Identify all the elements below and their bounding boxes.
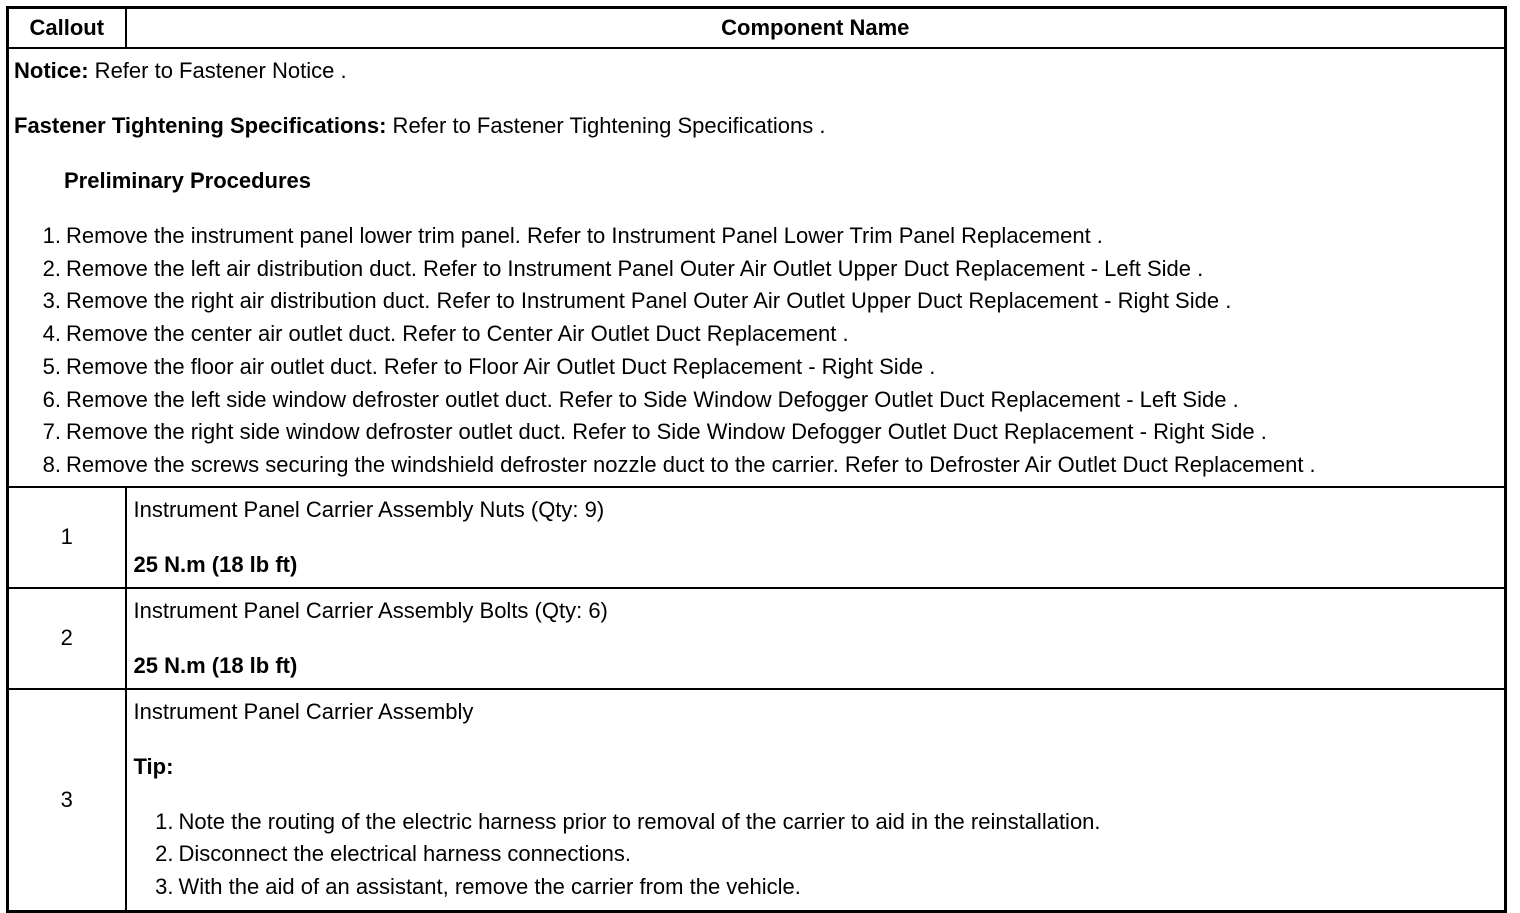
header-row bbox=[8, 8, 1506, 49]
callout-header: Callout bbox=[8, 8, 126, 49]
tip-list bbox=[134, 806, 1499, 904]
step-number: 4. bbox=[42, 321, 61, 347]
step-text: Remove the right air distribution duct. Refer to Instrument Panel Outer Air Outlet Upper Duct Replacement - Right Side . bbox=[66, 288, 1232, 314]
tip-number: 3. bbox=[155, 874, 174, 900]
step-item bbox=[14, 285, 1498, 318]
tip-number: 2. bbox=[155, 841, 174, 867]
step-number: 6. bbox=[42, 386, 61, 412]
step-item bbox=[14, 384, 1498, 417]
intro-row bbox=[8, 48, 1506, 487]
component-name: Instrument Panel Carrier Assembly bbox=[133, 698, 474, 724]
step-number: 5. bbox=[42, 353, 61, 379]
component-name-header: Component Name bbox=[126, 8, 1506, 49]
table-row bbox=[8, 588, 1506, 689]
step-text: Remove the right side window defroster outlet duct. Refer to Side Window Defogger Outlet Duct Replacement - Right Side . bbox=[66, 419, 1267, 445]
fastener-spec bbox=[14, 110, 1498, 142]
step-number: 1. bbox=[42, 223, 61, 248]
step-item bbox=[14, 351, 1498, 384]
component-name: Instrument Panel Carrier Assembly Nuts (Qty: 9) bbox=[133, 496, 605, 522]
callout-cell: 3 bbox=[8, 689, 126, 912]
notice bbox=[14, 55, 1498, 87]
fastener-spec-label: Fastener Tightening Specifications: bbox=[14, 113, 387, 138]
step-item bbox=[14, 318, 1498, 351]
preliminary-procedures-title: Preliminary Procedures bbox=[64, 168, 312, 193]
table-row bbox=[8, 689, 1506, 912]
step-text: Remove the center air outlet duct. Refer to Center Air Outlet Duct Replacement . bbox=[66, 321, 849, 347]
component-cell bbox=[126, 689, 1506, 912]
intro-cell bbox=[8, 48, 1506, 487]
component-cell bbox=[126, 588, 1506, 689]
callout-cell: 1 bbox=[8, 487, 126, 588]
tip-text: Note the routing of the electric harness prior to removal of the carrier to aid in the reinstallation. bbox=[178, 808, 1101, 834]
torque-spec: 25 N.m (18 lb ft) bbox=[133, 551, 298, 577]
tip-text: With the aid of an assistant, remove the carrier from the vehicle. bbox=[178, 874, 801, 900]
step-number: 2. bbox=[42, 255, 61, 281]
fastener-spec-text: Refer to Fastener Tightening Specifications . bbox=[386, 113, 826, 138]
step-text: Remove the left air distribution duct. Refer to Instrument Panel Outer Air Outlet Upper Duct Replacement - Left Side . bbox=[66, 255, 1204, 281]
step-text: Remove the floor air outlet duct. Refer to Floor Air Outlet Duct Replacement - Right Side . bbox=[66, 353, 936, 379]
step-number: 3. bbox=[42, 288, 61, 314]
callout-cell: 2 bbox=[8, 588, 126, 689]
component-name: Instrument Panel Carrier Assembly Bolts (Qty: 6) bbox=[133, 597, 608, 623]
step-item bbox=[14, 253, 1498, 286]
table-row bbox=[8, 487, 1506, 588]
step-number: 8. bbox=[42, 451, 61, 477]
tip-text: Disconnect the electrical harness connections. bbox=[178, 841, 631, 867]
step-item bbox=[14, 416, 1498, 449]
tip-item bbox=[134, 806, 1499, 839]
tip-item bbox=[134, 871, 1499, 904]
step-text: Remove the screws securing the windshield defroster nozzle duct to the carrier. Refer to Defroster Air Outlet Duct Replacement . bbox=[66, 451, 1316, 477]
step-text: Remove the instrument panel lower trim panel. Refer to Instrument Panel Lower Trim Panel Replacement . bbox=[66, 223, 1103, 248]
notice-label: Notice: bbox=[14, 58, 89, 83]
step-item bbox=[14, 220, 1498, 253]
step-item bbox=[14, 449, 1498, 482]
component-cell bbox=[126, 487, 1506, 588]
tip-label: Tip: bbox=[133, 753, 174, 779]
step-text: Remove the left side window defroster outlet duct. Refer to Side Window Defogger Outlet Duct Replacement - Left Side . bbox=[66, 386, 1239, 412]
torque-spec: 25 N.m (18 lb ft) bbox=[133, 652, 298, 678]
procedure-table bbox=[6, 6, 1507, 913]
tip-item bbox=[134, 838, 1499, 871]
tip-number: 1. bbox=[155, 808, 174, 834]
notice-text: Refer to Fastener Notice . bbox=[88, 58, 347, 83]
preliminary-steps bbox=[14, 220, 1498, 482]
step-number: 7. bbox=[42, 419, 61, 445]
